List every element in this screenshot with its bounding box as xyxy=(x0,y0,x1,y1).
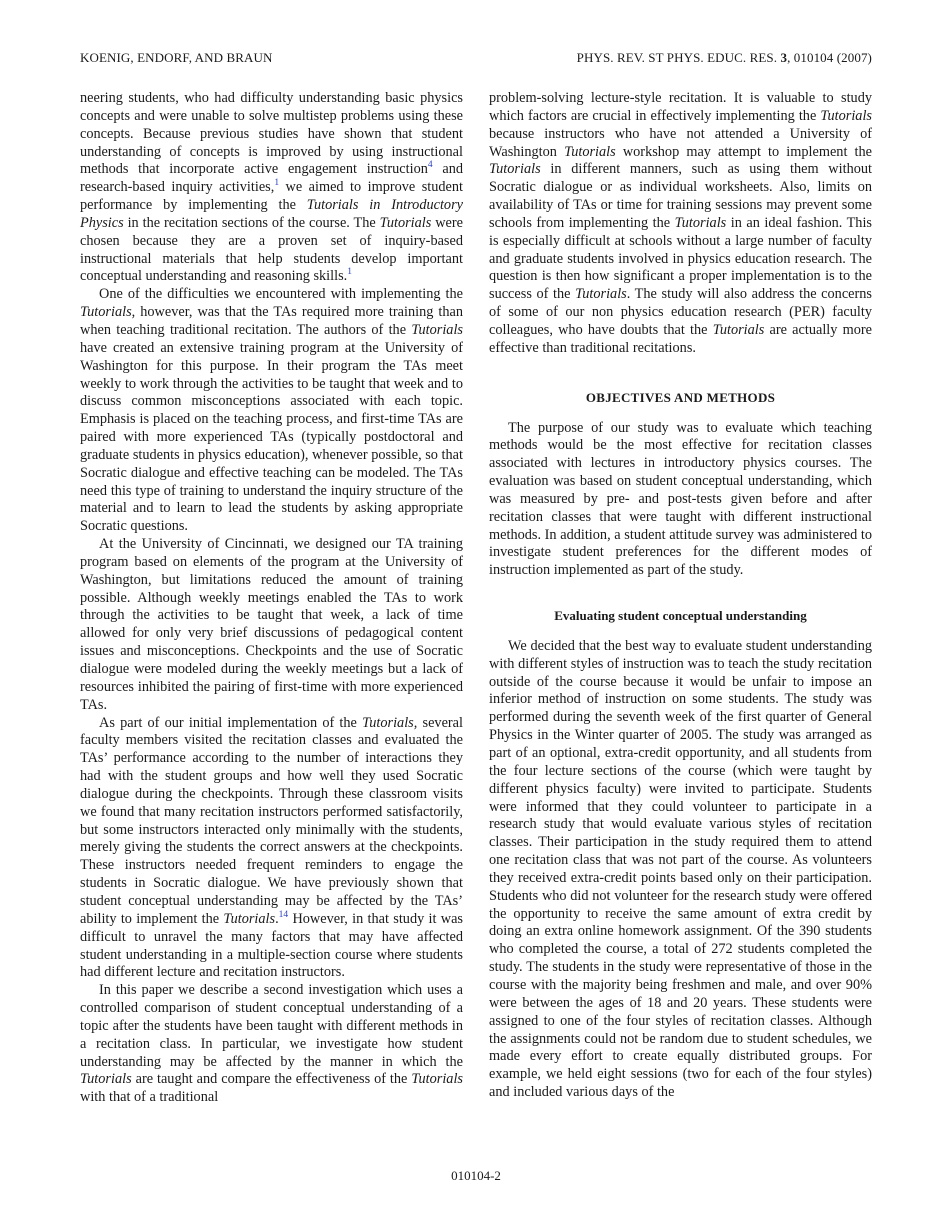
paragraph: The purpose of our study was to evaluate which teaching methods would be the most effective for recitation classes associated with lectures in introductory physics courses. The evaluation was based on student conceptual understanding, which was measured by pre- and post-tests given before and after recitation classes that were taught with different instructional methods. In addition, a student attitude survey was administered to investigate student preferences for the different modes of instruction implemented as part of the study. xyxy=(489,419,872,579)
journal-volume: 3 xyxy=(780,50,788,65)
running-head-citation xyxy=(577,50,872,66)
running-head xyxy=(80,50,872,68)
paragraph: One of the difficulties we encountered with implementing the Tutorials, however, was that the TAs required more training than when teaching traditional recitation. The authors of the Tutorials have created an extensive training program at the University of Washington for this purpose. In their program the TAs meet weekly to work through the activities to be taught that week and to discuss common misconceptions associated with each topic. Emphasis is placed on the teaching process, and first-time TAs are paired with more experienced TAs (typically postdoctoral and graduate students in physics education), whenever possible, so that Socratic dialogue and effective teaching can be modeled. The TAs need this type of training to understand the inquiry structure of the material and to learn to lead the students by asking appropriate Socratic questions. xyxy=(80,286,463,535)
subsection-heading: Evaluating student conceptual understanding xyxy=(554,608,807,624)
reference-link[interactable]: 1 xyxy=(347,267,352,278)
paragraph: In this paper we describe a second investigation which uses a controlled comparison of student conceptual understanding of a topic after the students have been taught with different methods in a recitation class. In particular, we investigate how student understanding may be affected by the manner in which the Tutorials are taught and compare the effectiveness of the Tutorials with that of a traditional xyxy=(80,982,463,1106)
section-heading: OBJECTIVES AND METHODS xyxy=(585,389,776,405)
journal-name: PHYS. REV. ST PHYS. EDUC. RES. xyxy=(576,50,778,65)
paragraph: At the University of Cincinnati, we designed our TA training program based on elements of the program at the University of Washington, but limitations reduced the amount of training possible. Although weekly meetings enabled the TAs to work through the activities to be taught that week, a lack of time allowed for only very brief discussions of pedagogical content issues and misconceptions. Checkpoints and the use of Socratic dialogue were modeled during the weekly meetings but a lack of resources inhibited the pairing of first-time with more experienced TAs. xyxy=(80,536,463,713)
reference-link[interactable]: 14 xyxy=(278,910,289,921)
paragraph: As part of our initial implementation of the Tutorials, several faculty members visited the recitation classes and evaluated the TAs’ performance according to the number of interactions they had with the student groups and how well they used Socratic dialogue during the checkpoints. Through these classroom visits we found that many recitation instructors performed satisfactorily, but some instructors interacted only minimally with the students, merely giving the students the correct answers at the checkpoints. These instructors needed frequent reminders to engage the students in Socratic dialogue. We have previously shown that student conceptual understanding may be affected by the TAs’ ability to implement the Tutorials.$^{14}$ However, in that study it was difficult to unravel the many factors that may have affected student understanding in a multiple-section course where students had different lecture and recitation instructors. xyxy=(80,714,464,981)
page-number: 010104-2 xyxy=(451,1168,501,1183)
paragraph: neering students, who had difficulty understanding basic physics concepts and were unable to solve multistep problems using these concepts. Because previous studies have shown that student understanding of concepts is improved by using instructional methods that incorporate active engagement instruction$^4$ and research-based inquiry activities,$^1$ we aimed to improve student performance by implementing the Tutorials in Introductory Physics in the recitation sections of the course. The Tutorials were chosen because they are a proven set of inquiry-based instructional materials that help students develop important conceptual understanding and reasoning skills.$^1$ xyxy=(80,90,464,285)
article-number-year: , 010104 (2007) xyxy=(787,50,872,65)
paragraph: problem-solving lecture-style recitation. It is valuable to study which factors are crucial in effectively implementing the Tutorials because instructors who have not attended a University of Washington Tutorials workshop may attempt to implement the Tutorials in different manners, such as using them without Socratic dialogue or as individual worksheets. Also, limits on availability of TAs or time for training sessions may prevent some schools from implementing the Tutorials in an ideal fashion. This is especially difficult at schools without a large number of faculty and graduate students involved in physics education research. The question is then how significant a proper implementation is to the success of the Tutorials. The study will also address the concerns of some of our non physics education research (PER) faculty colleagues, who have doubts that the Tutorials are actually more effective than traditional recitations. xyxy=(489,90,872,356)
left-column xyxy=(80,90,463,1107)
reference-link[interactable]: 1 xyxy=(274,178,280,189)
paragraph: We decided that the best way to evaluate student understanding with different styles of instruction was to teach the study recitation outside of the course because it would be unfair to impose an inferior method of instruction on some students. The study was performed during the seventh week of the first quarter of General Physics in the Winter quarter of 2005. The study was arranged as part of an optional, extra-credit opportunity, and all students from the four lecture sections of the course (which were taught by different physics faculty) were invited to participate. Students were informed that they could volunteer to participate in a research study that would evaluate various styles of recitation classes. Their participation in the study required them to attend one recitation class that was not part of the course. As volunteers they received extra-credit points based only on their participation. Students who did not volunteer for the research study were offered the opportunity to receive the same amount of extra credit by doing an extra online homework assignment. Of the 390 students who completed the course, a total of 272 students completed the study. The students in the study were representative of those in the course with the majority being freshmen and male, and over 90% were between the ages of 18 and 20 years. These students were assigned to one of the four styles of recitation classes. Although the assignments could not be random due to student schedules, we made every effort to create equally distributed groups. For example, we held eight sessions (two for each of the four styles) and included various days of the xyxy=(489,637,872,1101)
right-column xyxy=(489,90,872,1102)
running-head-authors: KOENIG, ENDORF, AND BRAUN xyxy=(80,50,273,65)
reference-link[interactable]: 4 xyxy=(427,160,433,171)
